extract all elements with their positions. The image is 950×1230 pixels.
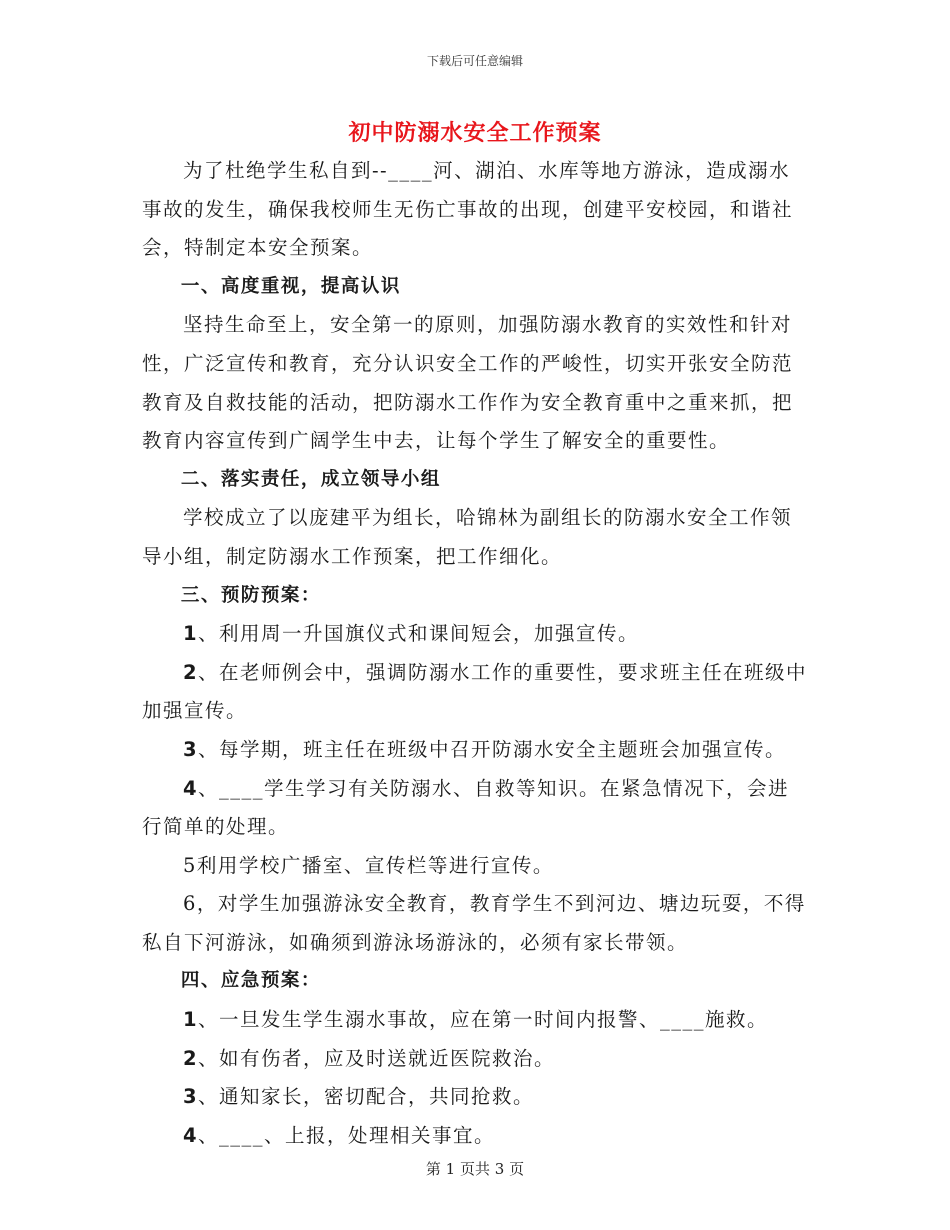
list-item-text: 6，对学生加强游泳安全教育，教育学生不到河边、塘边玩耍，不得私自下河游泳，如确须到游泳场游泳的，必须有家长带领。: [142, 892, 806, 954]
list-item-text: 、通知家长，密切配合，共同抢救。: [198, 1085, 535, 1109]
section-heading: 一、高度重视，提高认识: [180, 275, 401, 297]
section-heading: 三、预防预案：: [180, 584, 321, 606]
list-item-number: 4: [182, 776, 199, 800]
list-item-text: 、如有伤者，应及时送就近医院救治。: [198, 1046, 556, 1070]
list-item: [142, 885, 810, 962]
list-item: [142, 770, 810, 847]
list-item-text: 、每学期，班主任在班级中召开防溺水安全主题班会加强宣传。: [198, 737, 787, 761]
section-heading: 四、应急预案：: [180, 970, 321, 992]
list-item: [142, 1001, 810, 1040]
list-item-number: 3: [182, 737, 199, 761]
list-item: [142, 1117, 810, 1156]
list-item-text: 、____学生学习有关防溺水、自救等知识。在紧急情况下，会进行简单的处理。: [142, 776, 790, 839]
list-item: [142, 1078, 810, 1117]
list-item-number: 2: [182, 1046, 199, 1070]
list-item-text: 、在老师例会中，强调防溺水工作的重要性，要求班主任在班级中加强宣传。: [142, 660, 808, 723]
list-item: [142, 847, 810, 886]
list-item-number: 3: [182, 1085, 199, 1109]
section-paragraph: 学校成立了以庞建平为组长，哈锦林为副组长的防溺水安全工作领导小组，制定防溺水工作预案，把工作细化。: [142, 506, 792, 568]
list-item-number: 1: [182, 622, 199, 646]
list-item-text: 、一旦发生学生溺水事故，应在第一时间内报警、____施救。: [198, 1008, 769, 1032]
page-header-note: 下载后可任意编辑: [426, 54, 523, 68]
list-item-number: 2: [182, 660, 199, 684]
page-footer-page-number: 第 1 页共 3 页: [425, 1160, 525, 1178]
list-item: [142, 1040, 810, 1079]
list-item: [142, 654, 810, 731]
document-title: 初中防溺水安全工作预案: [348, 120, 602, 146]
section-heading: 二、落实责任，成立领导小组: [180, 468, 441, 490]
list-item-text: 5利用学校广播室、宣传栏等进行宣传。: [182, 853, 554, 877]
list-item: [142, 731, 810, 770]
list-item-number: 1: [182, 1008, 199, 1032]
list-item-text: 、利用周一升国旗仪式和课间短会，加强宣传。: [198, 622, 640, 646]
list-item: [142, 615, 810, 654]
document-body: [142, 152, 810, 1155]
section-paragraph: 坚持生命至上，安全第一的原则，加强防溺水教育的实效性和针对性，广泛宣传和教育，充分认识安全工作的严峻性，切实开张安全防范教育及自救技能的活动，把防溺水工作作为安全教育重中之重来抓，把教育内容宣传到广阔学生中去，让每个学生了解安全的重要性。: [142, 313, 794, 453]
intro-paragraph: 为了杜绝学生私自到--____河、湖泊、水库等地方游泳，造成溺水事故的发生，确保我校师生无伤亡事故的出现，创建平安校园，和谐社会，特制定本安全预案。: [142, 159, 794, 260]
list-item-number: 4: [182, 1123, 199, 1147]
list-item-text: 、____、上报，处理相关事宜。: [198, 1123, 496, 1147]
